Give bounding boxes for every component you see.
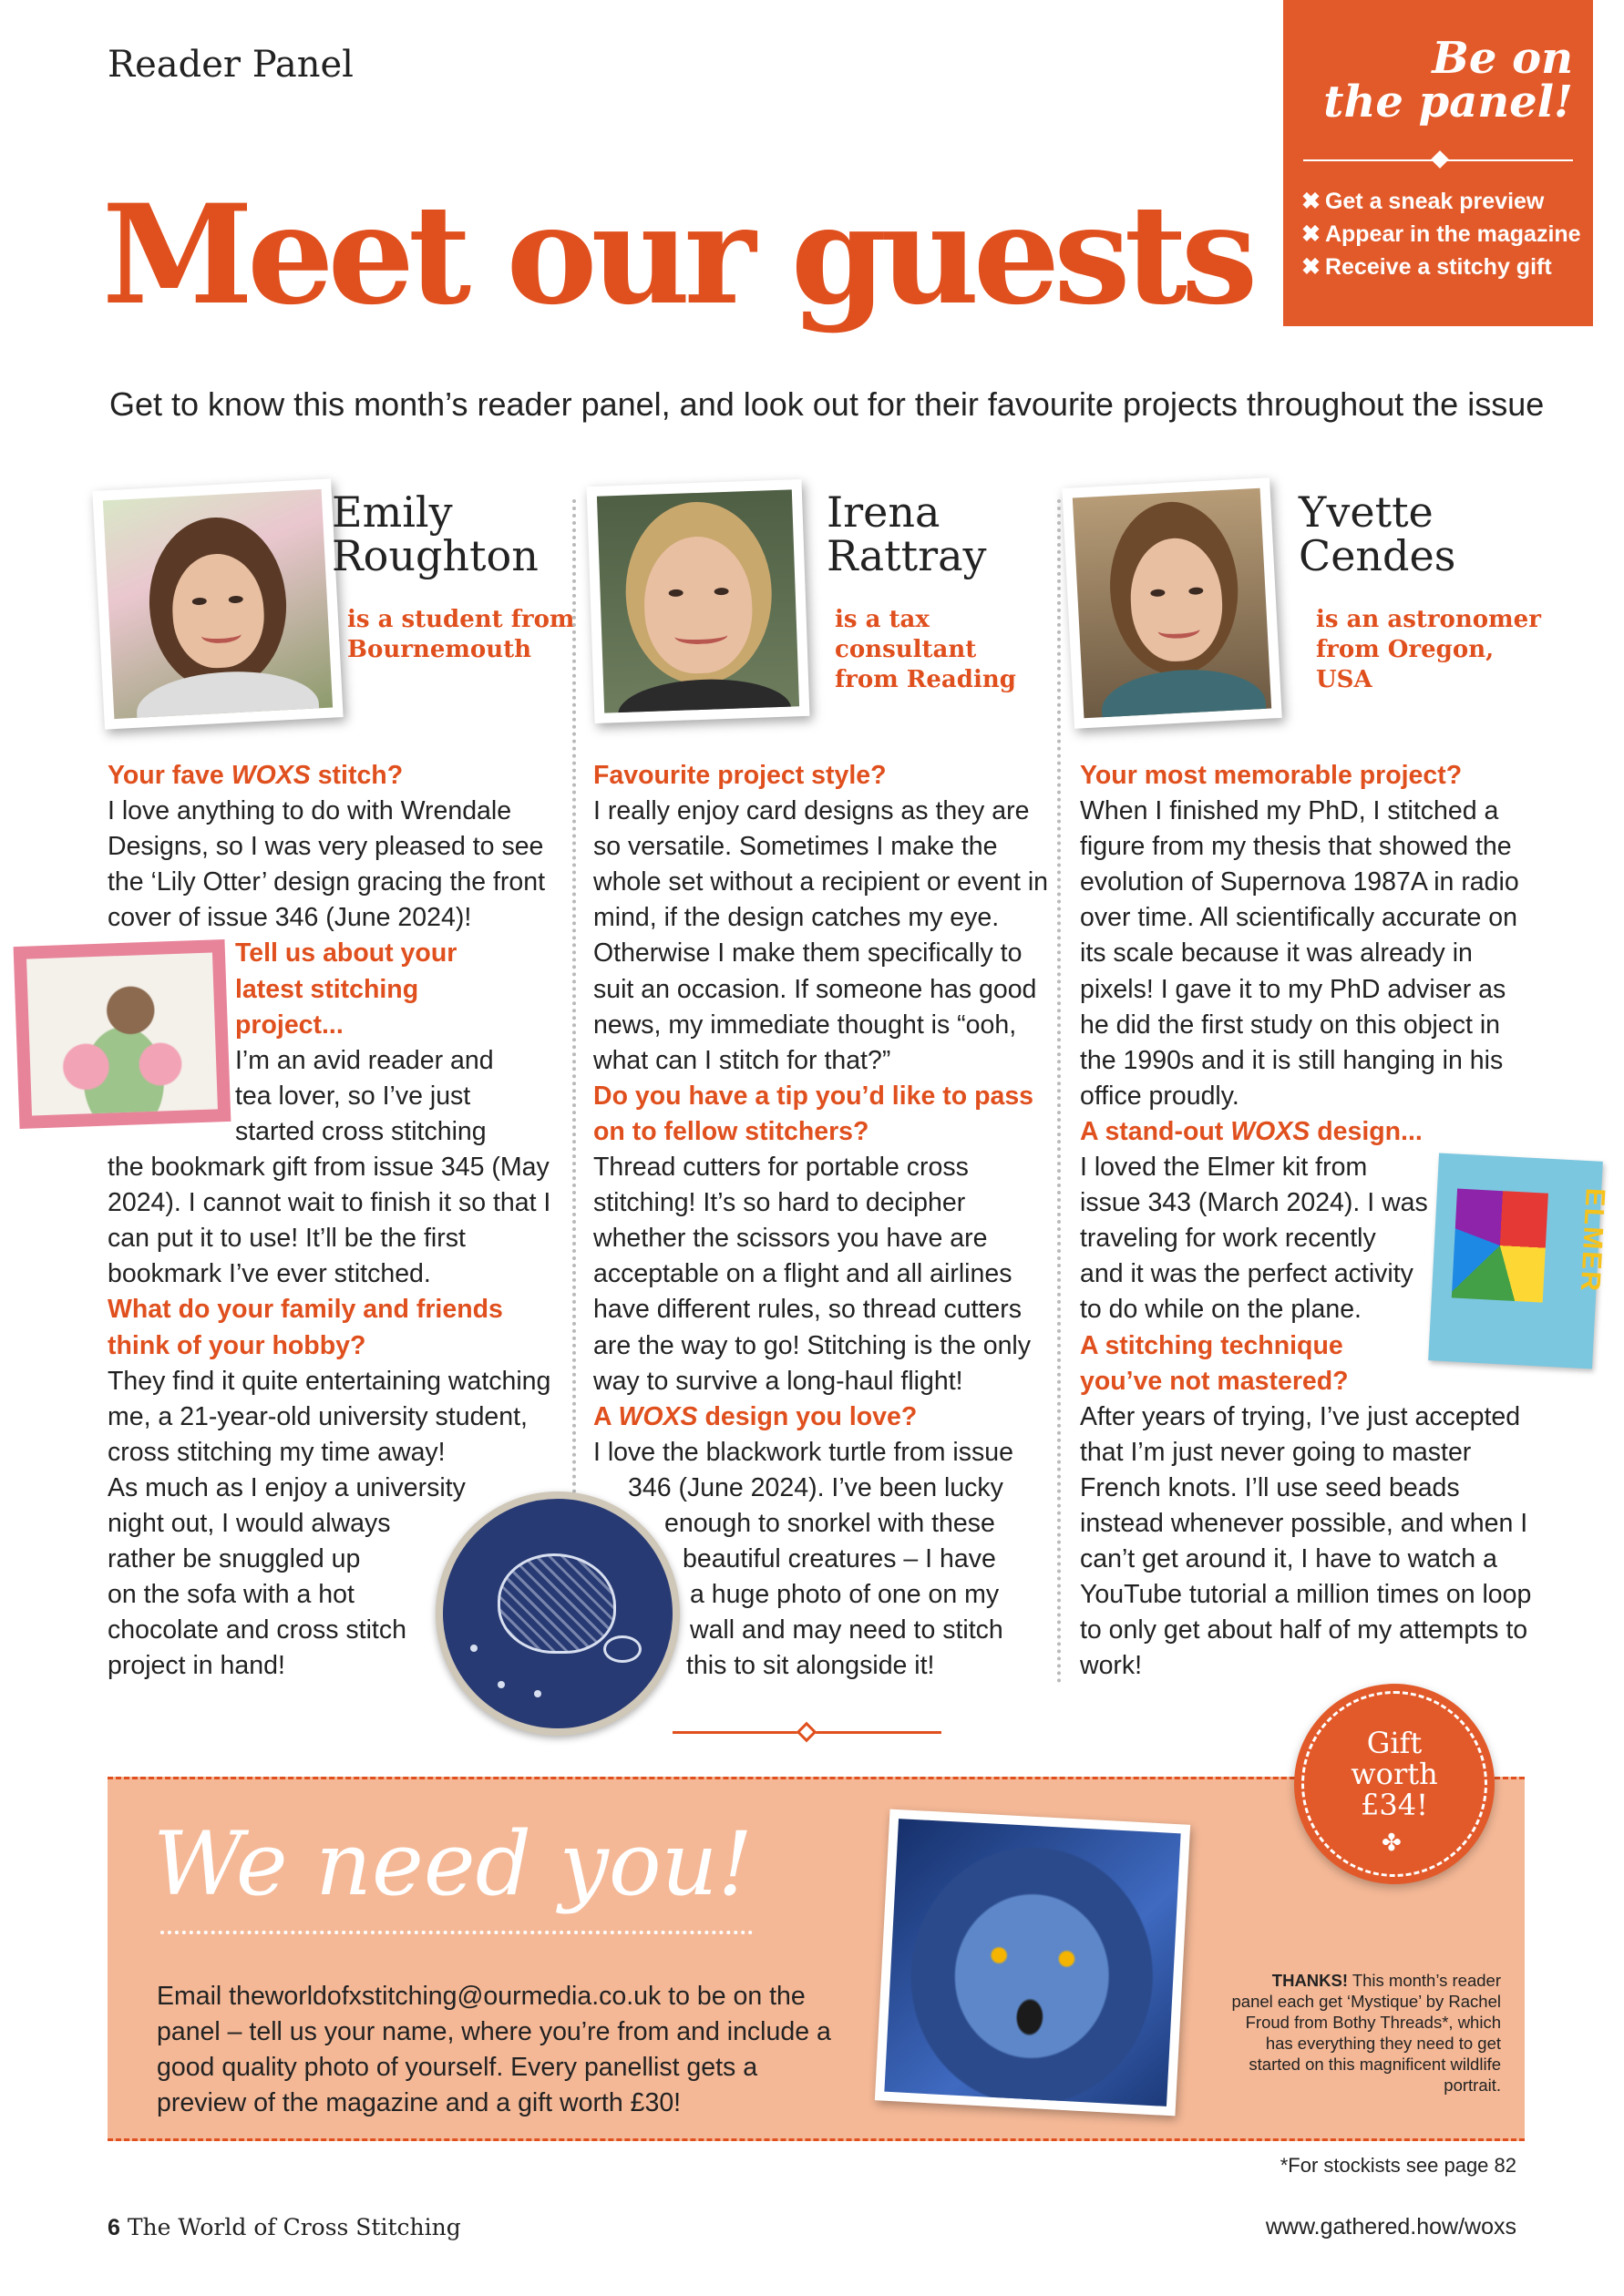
list-item: ✖ Get a sneak preview xyxy=(1301,189,1545,214)
stockists-note: *For stockists see page 82 xyxy=(1280,2154,1516,2177)
page-title: Meet our guests xyxy=(102,175,1252,335)
question-heading: A stitching technique you’ve not mastered? xyxy=(1080,1330,1349,1396)
emily-photo xyxy=(92,478,343,729)
list-item: ✖ Appear in the magazine xyxy=(1301,221,1581,247)
cross-icon: ✖ xyxy=(1301,254,1321,280)
panelist-name: Yvette Cendes xyxy=(1299,487,1456,580)
question-heading: Your most memorable project? xyxy=(1080,761,1463,790)
gift-text: Gift worth £34! xyxy=(1351,1726,1438,1822)
portrait-image xyxy=(1073,488,1271,718)
website-link[interactable]: www.gathered.how/woxs xyxy=(1265,2214,1516,2240)
question-heading: Your fave WOXS stitch? xyxy=(108,761,404,790)
be-on-panel-badge xyxy=(1283,0,1593,326)
yvette-column: Your most memorable project? When I finished my PhD, I stitched a figure from my thesis that showed the evolution of Supernova 1987A in radio over time. All scientifically accurate on its scale because it was already in pixels! I gave it to my PhD adviser as he did the first study on this object in the 1990s and it is still hanging in his office proudly. A stand-out WOXS design... I loved the Elmer kit from issue 343 (March 2024). I was traveling for work recently and it was the perfect activity to do while on the plane. A stitching technique you’ve not mastered? After years of trying, I’ve just accepted that I’m just never going to master French knots. I’ll use seed beads instead whenever possible, and when I can’t get around it, I have to watch a YouTube tutorial a million times on loop to only get about half of my attempts to work! xyxy=(1080,758,1536,1684)
swirl-icon: ✤ xyxy=(1382,1830,1402,1857)
badge-title: Be on the panel! xyxy=(1323,33,1573,128)
portrait-image xyxy=(597,489,799,712)
column-divider xyxy=(1057,499,1061,1684)
cross-icon: ✖ xyxy=(1301,221,1321,247)
thanks-note: THANKS! This month’s reader panel each get ‘Mystique’ by Rachel Froud from Bothy Threads*, which has everything they need to get started on this magnificent wildlife portrait. xyxy=(1231,1971,1501,2095)
panelist-role: is a tax consultant from Reading xyxy=(835,606,1016,693)
cross-icon: ✖ xyxy=(1301,189,1321,214)
panel-title: We need you! xyxy=(153,1813,754,1915)
portrait-image xyxy=(103,489,333,719)
list-item: ✖ Receive a stitchy gift xyxy=(1301,254,1552,280)
question-heading: Favourite project style? xyxy=(593,761,887,790)
elmer-label: ELMER xyxy=(1574,1187,1610,1294)
badge-benefits-list xyxy=(1301,185,1581,283)
answer-text: the bookmark gift from issue 345 (May 2024). I cannot wait to finish it so that I can put it to use! It’ll be the first bookmark I’ve ever stitched. xyxy=(108,1153,551,1289)
page-footer-left: 6 The World of Cross Stitching xyxy=(108,2214,461,2240)
question-heading: What do your family and friends think of your hobby? xyxy=(108,1295,503,1360)
question-heading: A WOXS design you love? xyxy=(593,1401,918,1431)
answer-text: They find it quite entertaining watching me, a 21-year-old university student, cross stitching my time away! xyxy=(108,1366,551,1467)
dotted-divider xyxy=(160,1931,753,1934)
panel-body: Email theworldofxstitching@ourmedia.co.uk to be on the panel – tell us your name, where you’re from and include a good quality photo of yourself. Every panellist gets a preview of the magazine and a gift worth £30! xyxy=(157,1982,831,2117)
irena-column: Favourite project style? I really enjoy card designs as they are so versatile. Sometimes I make the whole set without a recipient or event in mind, if the design catches my eye. Otherwise I make them specifically to suit an occasion. If someone has good news, my immediate thought is “ooh, what can I stitch for that?” Do you have a tip you’d like to pass on to fellow stitchers? Thread cutters for portable cross stitching! It’s so hard to decipher whether the scissors you have are acceptable on a flight and all airlines have different rules, so thread cutters are the way to go! Stitching is the only way to survive a long-haul flight! A WOXS design you love? I love the blackwork turtle from issue 346 (June 2024). I’ve been lucky enough to snorkel with these beautiful creatures – I have a huge photo of one on my wall and may need to stitch this to sit alongside it! xyxy=(593,758,1049,1684)
yvette-photo xyxy=(1062,477,1282,729)
answer-text: I really enjoy card designs as they are so versatile. Sometimes I make the whole set without a recipient or event in mind, if the design catches my eye. Otherwise I make them specifically to suit an occasion. If someone has good news, my immediate thought is “ooh, what can I stitch for that?” xyxy=(593,796,1049,1075)
diamond-icon xyxy=(1431,150,1449,169)
wolf-mystique-image xyxy=(875,1809,1190,2117)
answer-text: When I finished my PhD, I stitched a figure from my thesis that showed the evolution of Supernova 1987A in radio over time. All scientifically accurate on its scale because it was already in pixels! I gave it to my PhD adviser as he did the first study on this object in the 1990s and it is still hanging in his office proudly. xyxy=(1080,796,1519,1111)
panelist-role: is a student from Bournemouth xyxy=(347,606,575,663)
section-label: Reader Panel xyxy=(108,44,354,86)
panelist-name: Irena Rattray xyxy=(827,487,987,580)
lily-otter-cross-stitch-image xyxy=(14,939,231,1129)
question-heading: A stand-out WOXS design... xyxy=(1080,1116,1423,1146)
intro-text: Get to know this month’s reader panel, and look out for their favourite projects throughout the issue xyxy=(109,385,1545,423)
answer-text: I love anything to do with Wrendale Designs, so I was very pleased to see the ‘Lily Otter’ design gracing the front cover of issue 346 (June 2024)! xyxy=(108,796,546,933)
question-heading: Tell us about your latest stitching project... xyxy=(235,938,457,1040)
elmer-kit-image xyxy=(1428,1153,1610,1368)
answer-text: After years of trying, I’ve just accepted that I’m just never going to master French knots. I’ll use seed beads instead whenever possible, and when I can’t get around it, I have to watch a YouTube tutorial a million times on loop to only get about half of my attempts to work! xyxy=(1080,1401,1532,1681)
diamond-icon xyxy=(797,1722,817,1743)
irena-photo xyxy=(587,479,810,723)
gift-worth-badge xyxy=(1294,1684,1495,1884)
answer-text: Thread cutters for portable cross stitching! It’s so hard to decipher whether the scissors you have are acceptable on a flight and all airlines have different rules, so thread cutters are the way to go! Stitching is the only way to survive a long-haul flight! xyxy=(593,1153,1032,1396)
emily-column: Your fave WOXS stitch? I love anything to do with Wrendale Designs, so I was very pleased to see the ‘Lily Otter’ design gracing the front cover of issue 346 (June 2024)! Tell us about your latest stitching project... I’m an avid reader and tea lover, so I’ve just started cross stitching the bookmark gift from issue 345 (May 2024). I cannot wait to finish it so that I can put it to use! It’ll be the first bookmark I’ve ever stitched. What do your family and friends think of your hobby? They find it quite entertaining watching me, a 21-year-old university student, cross stitching my time away! As much as I enjoy a university night out, I would always rather be snuggled up on the sofa with a hot chocolate and cross stitch project in hand! xyxy=(108,758,563,1684)
panelist-role: is an astronomer from Oregon, USA xyxy=(1316,606,1541,693)
panelist-name: Emily Roughton xyxy=(332,487,539,580)
question-heading: Do you have a tip you’d like to pass on to fellow stitchers? xyxy=(593,1081,1034,1146)
